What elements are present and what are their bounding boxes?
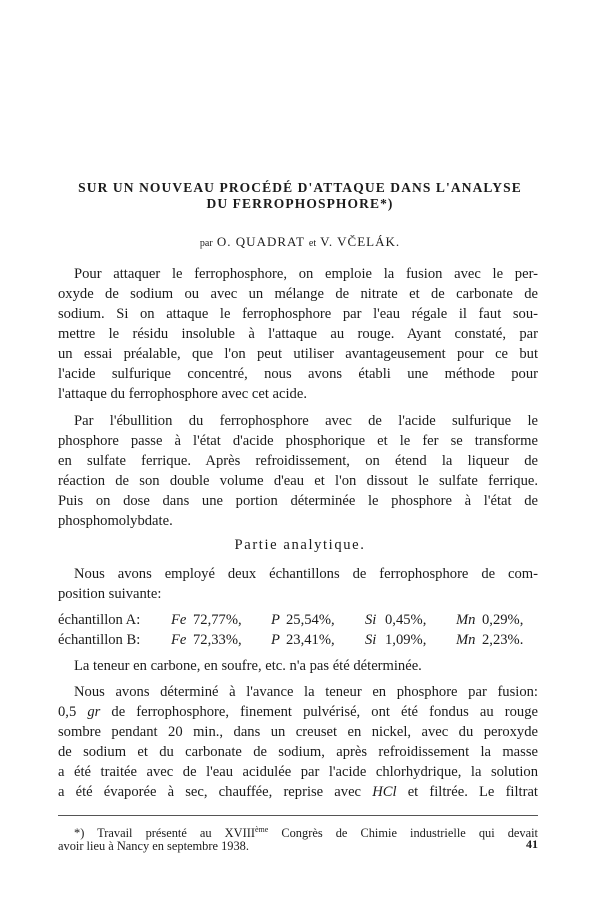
element-p: P: [271, 632, 280, 648]
element-si: Si: [365, 612, 377, 628]
paragraph-1-line: l'acide sulfurique concentré, nous avons établi une méthode pour: [58, 366, 538, 382]
element-fe: Fe: [171, 612, 187, 628]
author-quadrat: O. QUADRAT: [216, 234, 305, 249]
mass-value: 0,5: [58, 704, 77, 720]
page-number: 41: [526, 837, 538, 851]
fe-value: 72,33%,: [193, 632, 242, 648]
si-value: 1,09%,: [385, 632, 427, 648]
paragraph-5-line: [58, 703, 538, 721]
sample-label: échantillon B:: [58, 632, 141, 648]
paragraph-5-line: a été traitée avec de l'eau acidulée par l'acide chlorhydrique, la solution: [58, 764, 538, 780]
sample-b-row: [58, 632, 538, 650]
paragraph-1-line: oxyde de sodium ou avec un mélange de nitrate et de carbonate de: [58, 286, 538, 302]
paragraph-2-line: réaction de son double volume d'eau et l'on dissout le sulfate ferrique.: [58, 473, 538, 489]
section-heading: Partie analytique.: [234, 537, 366, 553]
si-value: 0,45%,: [385, 612, 427, 628]
element-mn: Mn: [456, 612, 476, 628]
footnote-line-2: avoir lieu à Nancy en septembre 1938.: [58, 839, 249, 853]
paragraph-5-line: de sodium et du carbonate de sodium, après refroidissement la masse: [58, 744, 538, 760]
footnote-text: *) Travail présenté au XVIII: [74, 826, 255, 841]
mn-value: 2,23%.: [482, 632, 524, 648]
footnote-superscript: ème: [254, 825, 269, 834]
formula-hcl: HCl: [372, 784, 397, 800]
p-value: 23,41%,: [286, 632, 335, 648]
paragraph-5-text: de ferrophosphore, finement pulvérisé, ont été fondus au rouge: [111, 704, 538, 720]
author-vcelak: V. VČELÁK.: [320, 234, 401, 249]
paragraph-1-line: mettre le résidu insoluble à l'attaque au rouge. Ayant constaté, par: [58, 326, 538, 342]
paragraph-5-text: a été évaporée à sec, chauffée, reprise avec: [58, 784, 362, 800]
paragraph-2-line: phosphomolybdate.: [58, 513, 173, 529]
paragraph-2-line: phosphore passe à l'état d'acide phosphorique et le fer se transforme: [58, 433, 538, 449]
mass-unit: gr: [87, 704, 101, 720]
byline-et: et: [308, 238, 317, 249]
article-title-line-1: SUR UN NOUVEAU PROCÉDÉ D'ATTAQUE DANS L'ANALYSE: [78, 180, 522, 195]
paragraph-5-line: Nous avons déterminé à l'avance la teneur en phosphore par fusion:: [74, 684, 538, 700]
paragraph-2-line: en sulfate ferrique. Après refroidissement, on étend la liqueur de: [58, 453, 538, 469]
paragraph-5-line: sombre pendant 20 min., dans un creuset en nickel, avec du peroxyde: [58, 724, 538, 740]
author-byline: [60, 234, 540, 250]
paragraph-1-line: l'attaque du ferrophosphore avec cet acide.: [58, 386, 307, 402]
sample-a-row: [58, 612, 538, 630]
paragraph-5-line: [58, 783, 538, 801]
article-title-line-2: DU FERROPHOSPHORE*): [206, 196, 394, 211]
element-p: P: [271, 612, 280, 628]
p-value: 25,54%,: [286, 612, 335, 628]
sample-label: échantillon A:: [58, 612, 141, 628]
element-fe: Fe: [171, 632, 187, 648]
element-mn: Mn: [456, 632, 476, 648]
paragraph-1-line: un essai préalable, que l'on peut utiliser avantageusement pour ce but: [58, 346, 538, 362]
paragraph-5-text: et filtrée. Le filtrat: [407, 784, 538, 800]
paragraph-4: La teneur en carbone, en soufre, etc. n'a pas été déterminée.: [74, 658, 422, 674]
paragraph-1-line: Pour attaquer le ferrophosphore, on emploie la fusion avec le per-: [74, 266, 538, 282]
mn-value: 0,29%,: [482, 612, 524, 628]
paragraph-2-line: Puis on dose dans une portion déterminée le phosphore à l'état de: [58, 493, 538, 509]
paragraph-3-line: position suivante:: [58, 586, 162, 602]
element-si: Si: [365, 632, 377, 648]
footnote-divider: [58, 815, 538, 816]
byline-par: par: [199, 238, 213, 249]
paragraph-2-line: Par l'ébullition du ferrophosphore avec de l'acide sulfurique le: [74, 413, 538, 429]
paragraph-1-line: sodium. Si on attaque le ferrophosphore par l'eau régale il faut sou-: [58, 306, 538, 322]
footnote-text: Congrès de Chimie industrielle qui devait: [268, 826, 538, 841]
fe-value: 72,77%,: [193, 612, 242, 628]
paragraph-3-line: Nous avons employé deux échantillons de ferrophosphore de com-: [74, 566, 538, 582]
